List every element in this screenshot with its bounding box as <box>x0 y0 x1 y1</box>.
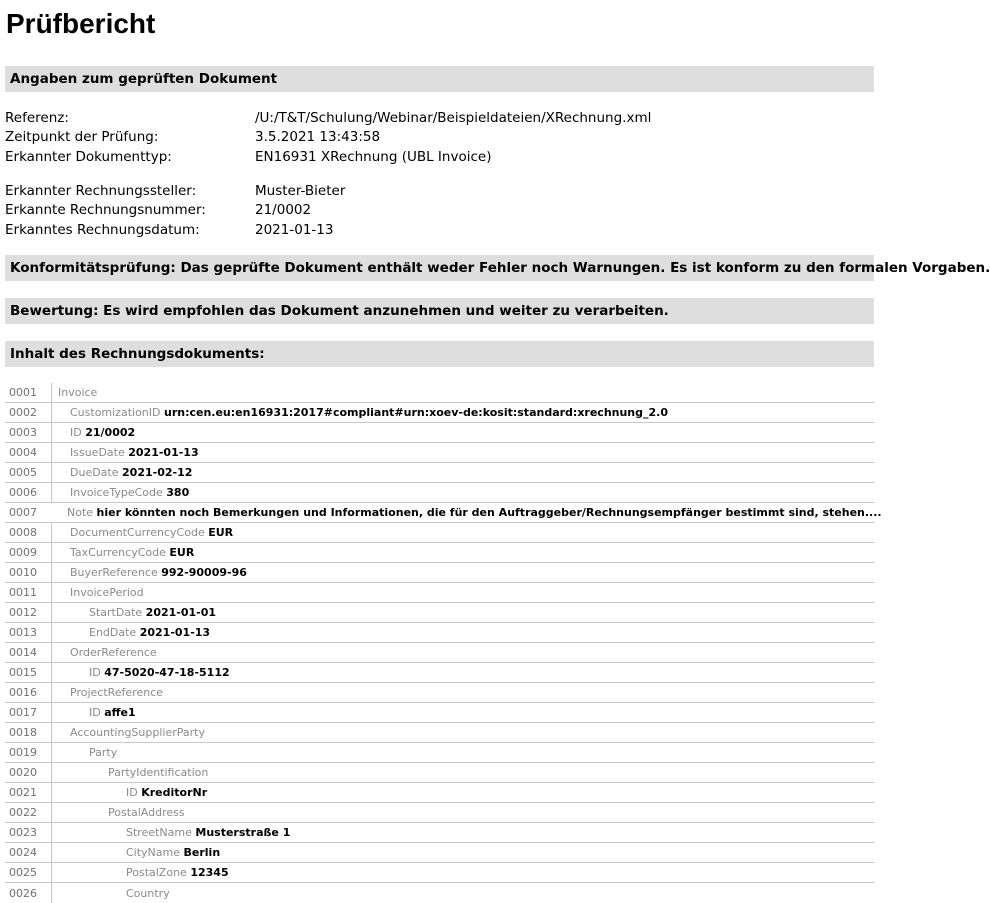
xml-line <box>5 543 874 563</box>
xml-value: hier könnten noch Bemerkungen und Informationen, die für den Auftraggeber/Rechnungsempfänger bestimmt sind, stehen.... <box>96 506 882 519</box>
line-number: 0007 <box>9 506 37 519</box>
conformity-banner: Konformitätsprüfung: Das geprüfte Dokument enthält weder Fehler noch Warnungen. Es ist konform zu den formalen Vorgaben. <box>5 255 874 281</box>
xml-tag: ProjectReference <box>70 686 164 699</box>
xml-element <box>61 506 882 519</box>
invoice-info-row <box>5 182 345 201</box>
xml-tag: ID <box>89 706 101 719</box>
document-info-value: EN16931 XRechnung (UBL Invoice) <box>255 148 492 165</box>
line-number: 0026 <box>9 886 37 900</box>
xml-line <box>5 723 874 743</box>
xml-line <box>5 583 874 603</box>
line-number: 0006 <box>9 486 37 499</box>
xml-value: urn:cen.eu:en16931:2017#compliant#urn:xoev-de:kosit:standard:xrechnung_2.0 <box>164 406 669 419</box>
line-number: 0011 <box>9 586 37 599</box>
line-divider <box>51 403 52 423</box>
xml-tag: PartyIdentification <box>108 766 209 779</box>
xml-value: 2021-02-12 <box>122 466 193 479</box>
invoice-info-list <box>5 182 345 240</box>
line-divider <box>51 543 52 563</box>
xml-tag: ID <box>126 786 138 799</box>
assessment-banner: Bewertung: Es wird empfohlen das Dokument anzunehmen und weiter zu verarbeiten. <box>5 298 874 324</box>
xml-tag: StreetName <box>126 826 192 839</box>
line-divider <box>51 443 52 463</box>
xml-line <box>5 383 874 403</box>
xml-tag: InvoiceTypeCode <box>70 486 163 499</box>
xml-element <box>120 786 207 799</box>
xml-value: KreditorNr <box>141 786 208 799</box>
xml-value: 992-90009-96 <box>161 566 247 579</box>
xml-tag: DueDate <box>70 466 119 479</box>
line-number: 0017 <box>9 706 37 719</box>
line-number: 0020 <box>9 766 37 779</box>
line-divider <box>51 883 52 903</box>
invoice-info-row <box>5 221 345 240</box>
line-number: 0004 <box>9 446 37 459</box>
line-divider <box>51 623 52 643</box>
xml-line <box>5 823 874 843</box>
xml-line <box>5 803 874 823</box>
xml-element <box>64 526 233 539</box>
xml-value: EUR <box>169 546 195 559</box>
xml-line <box>5 703 874 723</box>
xml-tag: BuyerReference <box>70 566 158 579</box>
line-divider <box>51 483 52 503</box>
xml-tag: Country <box>126 886 170 900</box>
invoice-info-value: 21/0002 <box>255 202 312 219</box>
invoice-info-value: Muster-Bieter <box>255 183 346 199</box>
xml-line <box>5 623 874 643</box>
xml-element <box>120 846 220 859</box>
section-header-document: Angaben zum geprüften Dokument <box>5 66 874 92</box>
xml-tag: TaxCurrencyCode <box>70 546 166 559</box>
line-divider <box>51 643 52 663</box>
line-divider <box>51 683 52 703</box>
xml-line <box>5 843 874 863</box>
line-divider <box>51 523 52 543</box>
xml-tag: PostalZone <box>126 866 187 879</box>
xml-tag: ID <box>89 666 101 679</box>
line-number: 0019 <box>9 746 37 759</box>
invoice-info-row <box>5 201 345 220</box>
line-divider <box>51 763 52 783</box>
xml-line <box>5 443 874 463</box>
xml-tag: StartDate <box>89 606 143 619</box>
line-divider <box>51 863 52 883</box>
xml-line <box>5 403 874 423</box>
line-number: 0013 <box>9 626 37 639</box>
xml-element <box>83 606 216 619</box>
xml-line <box>5 663 874 683</box>
document-info-row <box>5 148 651 167</box>
xml-line <box>5 643 874 663</box>
xml-line <box>5 563 874 583</box>
invoice-info-value: 2021-01-13 <box>255 221 334 238</box>
xml-tag: IssueDate <box>70 446 125 459</box>
line-number: 0024 <box>9 846 37 859</box>
invoice-info-label: Erkannter Rechnungssteller: <box>5 183 197 199</box>
xml-content-list <box>5 383 882 903</box>
document-info-value: /U:/T&T/Schulung/Webinar/Beispieldateien/XRechnung.xml <box>255 110 652 126</box>
line-number: 0009 <box>9 546 37 559</box>
line-number: 0012 <box>9 606 37 619</box>
xml-element <box>64 466 192 479</box>
line-divider <box>51 463 52 483</box>
xml-tag: Invoice <box>58 386 98 399</box>
xml-element <box>64 566 247 579</box>
xml-tag: Party <box>89 746 118 759</box>
page-title: Prüfbericht <box>6 8 156 39</box>
line-divider <box>51 723 52 743</box>
xml-element <box>64 406 668 419</box>
xml-line <box>5 483 874 503</box>
xml-tag: AccountingSupplierParty <box>70 726 205 739</box>
xml-element <box>102 766 208 779</box>
line-number: 0008 <box>9 526 37 539</box>
xml-element <box>64 486 189 499</box>
line-number: 0018 <box>9 726 37 739</box>
xml-value: affe1 <box>104 706 136 719</box>
xml-tag: EndDate <box>89 626 137 639</box>
line-number: 0023 <box>9 826 37 839</box>
xml-line <box>5 763 874 783</box>
xml-line <box>5 783 874 803</box>
line-number: 0021 <box>9 786 37 799</box>
xml-tag: DocumentCurrencyCode <box>70 526 205 539</box>
xml-value: Musterstraße 1 <box>195 826 291 839</box>
document-info-value: 3.5.2021 13:43:58 <box>255 129 381 146</box>
xml-element <box>83 746 117 759</box>
line-number: 0010 <box>9 566 37 579</box>
xml-element <box>83 626 210 639</box>
document-info-row <box>5 128 651 147</box>
xml-tag: ID <box>70 426 82 439</box>
line-number: 0015 <box>9 666 37 679</box>
xml-tag: CustomizationID <box>70 406 161 419</box>
xml-value: 47-5020-47-18-5112 <box>104 666 230 679</box>
xml-line <box>5 503 882 523</box>
xml-element <box>102 806 185 819</box>
xml-element <box>120 826 290 839</box>
xml-tag: PostalAddress <box>108 806 185 819</box>
line-number: 0003 <box>9 426 37 439</box>
xml-line <box>5 863 874 883</box>
line-divider <box>51 743 52 763</box>
xml-tag: CityName <box>126 846 181 859</box>
xml-value: 2021-01-01 <box>145 606 217 619</box>
xml-element <box>64 686 163 699</box>
line-divider <box>51 843 52 863</box>
document-info-row <box>5 109 651 128</box>
document-info-label: Zeitpunkt der Prüfung: <box>5 129 159 146</box>
xml-value: EUR <box>208 526 234 539</box>
xml-value: 2021-01-13 <box>139 626 211 639</box>
xml-line <box>5 883 874 903</box>
invoice-info-label: Erkanntes Rechnungsdatum: <box>5 221 200 238</box>
line-divider <box>51 583 52 603</box>
xml-line <box>5 523 874 543</box>
xml-line <box>5 683 874 703</box>
line-number: 0005 <box>9 466 37 479</box>
line-divider <box>51 783 52 803</box>
line-divider <box>51 423 52 443</box>
line-divider <box>51 563 52 583</box>
line-number: 0014 <box>9 646 37 659</box>
line-divider <box>51 823 52 843</box>
document-info-list <box>5 109 651 167</box>
line-divider <box>51 603 52 623</box>
section-header-content: Inhalt des Rechnungsdokuments: <box>5 341 874 367</box>
line-number: 0002 <box>9 406 37 419</box>
xml-element <box>83 706 136 719</box>
xml-element <box>120 887 170 900</box>
line-divider <box>51 663 52 683</box>
document-info-label: Erkannter Dokumenttyp: <box>5 148 172 165</box>
line-number: 0022 <box>9 806 37 819</box>
xml-value: 12345 <box>190 866 229 879</box>
xml-element <box>64 586 144 599</box>
line-divider <box>51 803 52 823</box>
xml-line <box>5 423 874 443</box>
xml-element <box>64 426 135 439</box>
xml-line <box>5 603 874 623</box>
xml-value: 380 <box>166 486 190 499</box>
xml-element <box>64 546 194 559</box>
xml-line <box>5 743 874 763</box>
xml-element <box>83 666 230 679</box>
xml-tag: InvoicePeriod <box>70 586 144 599</box>
xml-line <box>5 463 874 483</box>
xml-value: 2021-01-13 <box>128 446 199 459</box>
line-number: 0025 <box>9 866 37 879</box>
xml-value: Berlin <box>183 846 221 859</box>
xml-value: 21/0002 <box>85 426 136 439</box>
line-divider <box>51 703 52 723</box>
xml-tag: Note <box>67 506 94 519</box>
xml-element <box>64 446 199 459</box>
xml-tag: OrderReference <box>70 646 157 659</box>
line-number: 0001 <box>9 386 37 399</box>
line-number: 0016 <box>9 686 37 699</box>
xml-element <box>64 726 205 739</box>
xml-element <box>52 386 97 399</box>
document-info-label: Referenz: <box>5 110 69 126</box>
xml-element <box>64 646 157 659</box>
invoice-info-label: Erkannte Rechnungsnummer: <box>5 202 206 219</box>
xml-element <box>120 866 229 879</box>
